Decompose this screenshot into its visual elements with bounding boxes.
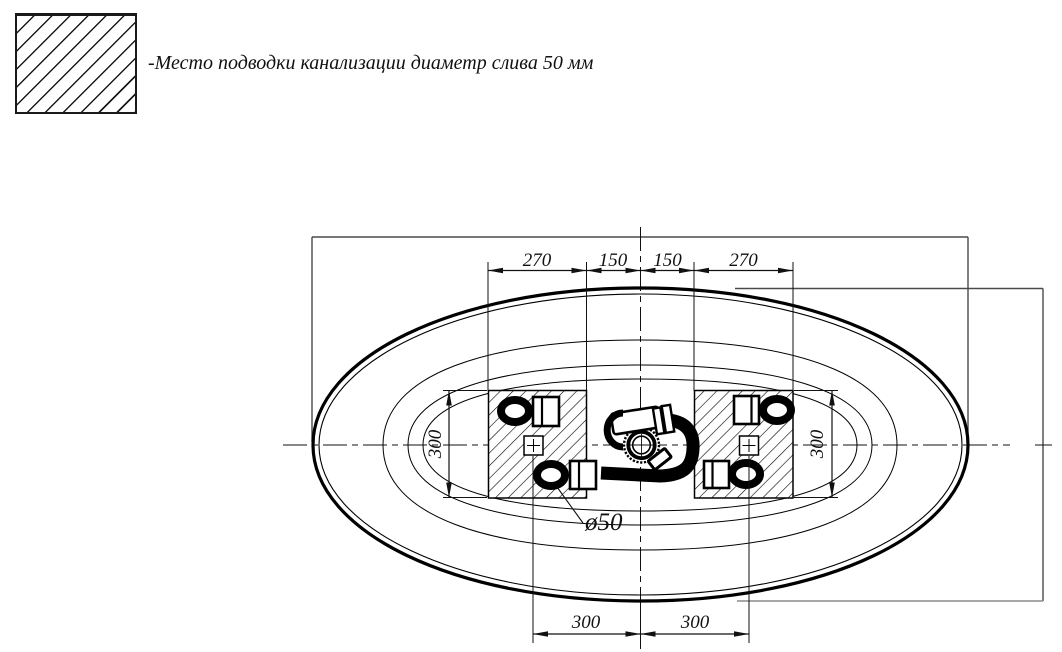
dim-side-left: 300: [425, 429, 446, 459]
fitting-ring-icon: [537, 464, 565, 486]
fitting-ring-icon: [732, 463, 760, 485]
fitting-body: [533, 397, 559, 426]
fitting-body: [734, 396, 759, 424]
dim-bottom-1: 300: [571, 612, 601, 633]
drain-diameter-label: ø50: [585, 509, 623, 536]
fitting-body: [704, 461, 729, 488]
dim-top-3: 150: [653, 250, 682, 271]
dim-top-4: 270: [729, 250, 758, 271]
fitting-body: [570, 461, 596, 489]
dim-side-right: 300: [807, 429, 828, 459]
drain-assembly: [601, 405, 693, 476]
fitting-ring-icon: [501, 400, 529, 422]
legend-label: -Место подводки канализации диаметр слива 50 мм: [148, 52, 594, 74]
dim-bottom-2: 300: [680, 612, 710, 633]
hose-couplings: [653, 405, 675, 434]
dim-top-1: 270: [522, 250, 552, 271]
centerlines: [283, 227, 1052, 649]
dim-top-2: 150: [598, 250, 628, 271]
fitting-ring-icon: [763, 399, 791, 421]
